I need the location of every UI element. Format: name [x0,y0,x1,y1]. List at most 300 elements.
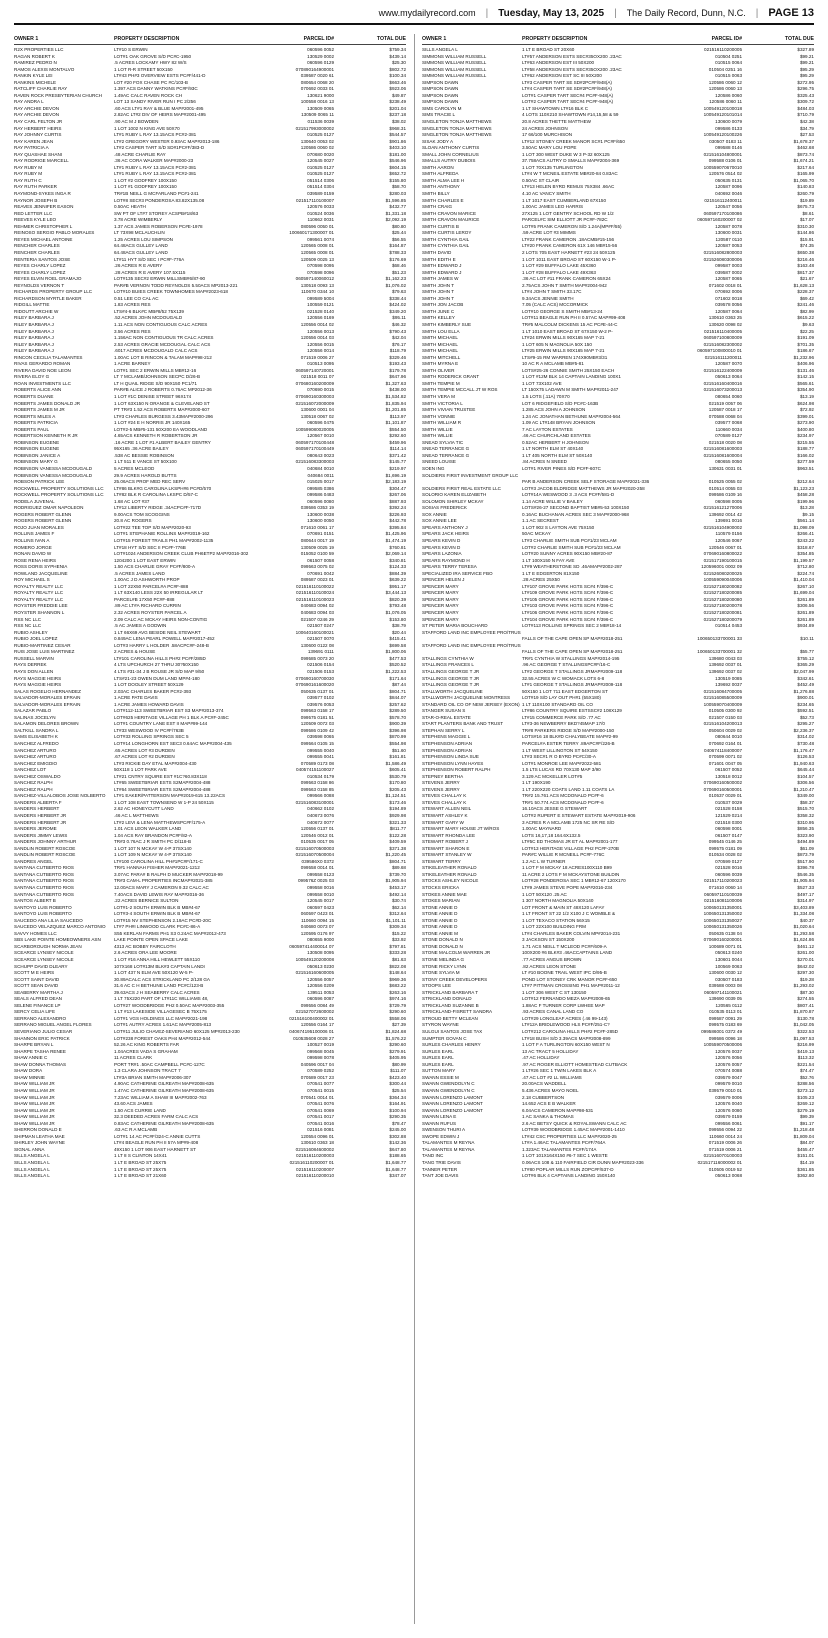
total-due: $238.49 [389,99,406,105]
table-row [422,1173,814,1180]
parcel-id: 070690161600020 [295,682,334,688]
property-description: TR#5 MALCOLM DICKENS 15 AC PC#E-44-C [522,321,618,327]
total-due: $199.96 [797,498,814,504]
total-due: $306.56 [797,603,814,609]
owner-name: RONAN DAVID W [14,551,52,557]
property-description: 1 LOT 70X135 TURLINGTON [522,164,583,170]
total-due: $929.98 [389,812,406,818]
property-description: 0.16AC BUCHANAN ACRES SEC 3 MAP#2000-968 [522,511,629,517]
property-description: LOTS#16 18 BLK#D CHALYBEATE MAP#2-99 [522,734,618,740]
total-due: $923.06 [389,86,406,92]
total-due: $171.64 [389,675,406,681]
total-due: $99.39 [799,1114,814,1120]
owner-name: RSS NC LLC [14,616,42,622]
owner-name: SPEARS ANTHONY J [422,524,468,530]
total-due: $1,905.94 [793,878,814,884]
masthead-separator: | [614,7,617,19]
property-description: 17 66/100 MURCHISON [522,132,573,138]
site-url[interactable]: www.mydailyrecord.com [378,8,476,18]
property-description: 1 LT#26 SEC 1 TWIN LAKES BLK A [522,1068,597,1074]
owner-name: SCARBOROUGH NORMA JEAN [14,943,82,949]
parcel-id: 060596 0475 [307,420,334,426]
owner-name: STONE SYLVIA M [422,970,460,976]
parcel-id: 021526080300006 [703,256,742,262]
property-description: LT#12 LIBERTY RIDGE .34ACPC#F-717D [114,505,202,511]
parcel-id: 050635 0138 04 [708,930,742,936]
property-description: 37.758ACS AUTRY D SMALLS MAP#2004-369 [522,158,620,164]
owner-name: SINGLETON TONJA MATTHEWS [422,119,492,125]
owner-name: ROSE RENA HEIRS [14,557,57,563]
parcel-id: 039589 0159 [307,191,334,197]
property-description: 9.00ACS TOM SCOGGINS [114,511,170,517]
total-due: $1,222.53 [385,668,406,674]
property-description: PARCEL#A ESTER TERRY .89APC#F/226-B [522,740,615,746]
property-description: .26 ACRES R E AVERY [114,263,163,269]
property-description: .6017 ACRES MCDOUGALD CALC ACS [114,348,198,354]
total-due: $21.67 [799,276,814,282]
total-due: $295.27 [797,721,814,727]
parcel-id: 060597110100039 [704,891,742,897]
owner-name: ROMERO JORGE [14,544,52,550]
total-due: $277.59 [797,459,814,465]
property-description: 1.2 AC L W TURNER [522,858,566,864]
owner-name: SANTOS ALBERT B [14,898,56,904]
total-due: $844.07 [389,695,406,701]
total-due: $19.28 [799,976,814,982]
owner-name: SMITH JAMES W [422,276,459,282]
owner-name: SHAW WILLIAM JR [14,1101,55,1107]
owner-name: SEABERRY MARTHA J [14,989,63,995]
total-due: $371.38 [389,845,406,851]
property-description: 30.89ACALC ACS STRICKLAND PC 2/128 GA [114,976,210,982]
parcel-id: 139692 0037 02 [708,668,742,674]
total-due: $1,097.53 [793,1035,814,1041]
parcel-id: 070541 0077 [307,1081,334,1087]
total-due: $884.39 [389,570,406,576]
parcel-id: 120556 0057 [307,976,334,982]
total-due: $263.16 [389,989,406,995]
total-due: $561.14 [797,518,814,524]
total-due: $423.40 [389,1074,406,1080]
total-due: $131.46 [797,367,814,373]
total-due: $484.03 [797,105,814,111]
property-description: 1.00AC LOT B RINCON & TALAM MAP#98-212 [114,354,212,360]
property-description: 1 307 NORTH MAGNOLIA 50X140 [522,898,594,904]
parcel-id: 070691 0042 [307,570,334,576]
parcel-id: 021516110100023 [296,596,334,602]
total-due: $219.97 [389,466,406,471]
property-description: 52.26 AC KING ROBERTS FAR [114,1042,180,1048]
total-due: $142.15 [797,374,814,380]
property-description: 4.65ACS KENNETH R ROBERTSON JR [114,433,198,439]
property-description: LOTS#25-26 CONNIE SMITH 25X150 EACH [522,367,615,373]
parcel-id: 050613 0064 [715,374,742,380]
owner-name: SMITH MICHAEL [422,335,458,341]
parcel-id: 120547 0056 [715,204,742,210]
property-description: 1 LT 8 S CLINTON 14X41 [114,1153,167,1159]
owner-name: RIVAS GERARDO ROMAN [14,361,71,367]
owner-name: SILLS ANGELA L [14,1153,50,1159]
parcel-id: 120509 0025 13 [300,256,334,262]
owner-name: STEWART ALLEN NEIL [422,806,472,812]
total-due: $215.55 [797,439,814,445]
property-description: 1 LOT #2 GODFREY 100X150 [114,177,177,183]
parcel-id: 100559070500006 [703,1042,742,1048]
property-description: 1 LOT 437 N ELM AVE 50X120 W-5 P- [114,970,194,976]
property-description: LOT 13 SANDY RIVER RUN I PC 2/256 [114,99,196,105]
property-description: 0.06ACS 108 & 110 FAIRFIELD CIR DUNN MAP#2023-336 [522,1159,644,1165]
property-description: 100X200 #6 BLK#3 .46ACCAPTAINS LAND [522,950,613,956]
parcel-id: 099587 0091 29 [708,1015,742,1021]
total-due: $1,176.47 [793,747,814,753]
property-description: LT#13 HELEN BYRD REMUS 75X384 .66AC [522,184,615,190]
property-description: 7.05 (CALC ACS) MCCORMICK [522,302,589,308]
parcel-id: 130610 0363 25 [708,315,742,321]
parcel-id: 051514 0304 [307,184,334,190]
total-due: $91.17 [799,1120,814,1126]
property-description: 29.9 ACRES HAROLD BUTTS [114,472,177,478]
owner-name: STALLINGS FRANCES L [422,662,474,668]
total-due: $461.12 [797,943,814,949]
property-description: 1.50 ACS CHARLIE GRAY PC#F/800-A [114,564,196,570]
parcel-id: 100689 0071 01 [708,943,742,949]
property-description: .46 AC L MATTHEWS [114,812,159,818]
total-due: $811.77 [389,826,406,832]
parcel-id: 099575 0181 09 [708,845,742,851]
property-description: .36 AC CORA WALKER MAP#2000-23 [114,158,194,164]
property-description: 1 LT 75X220 PART OF LT#11C WILLIAMS 48, [114,996,209,1002]
parcel-id: 010525 0127 [307,171,334,177]
parcel-id: 070691 0151 [307,531,334,537]
owner-name: SWANN RUFUS [422,1120,457,1126]
parcel-id: 071610 0061 17 [300,524,334,530]
owner-name: STEWART MARY HOUSE JT W/ROS [422,826,500,832]
owner-name: SOX ANNIE [422,511,447,517]
owner-name: STONE MELINDA G [422,957,465,963]
parcel-id: 130600 0030 12 [708,970,742,976]
owner-name: SANTOYO LUIS ROBERTO [14,904,72,910]
property-description: LOT#14 LONGHORN EST SEC3 0.64AC MAP#2004-435 [114,740,232,746]
owner-name: SMITH CRAVON MAURICE [422,217,480,223]
total-due: $900.39 [389,721,406,727]
total-due: $292.60 [389,433,406,439]
parcel-id: 120546 0012 01 [300,832,334,838]
total-due: $153.80 [389,616,406,622]
parcel-id: 015025 0017 [307,479,334,485]
owner-name: SURLES CHARLES HENRY [422,1042,481,1048]
total-due: $273.90 [797,420,814,426]
total-due: $900.01 [797,695,814,701]
property-description: 32.55 ACRES W C WOMACK LOTS 6-8 [522,675,605,681]
owner-name: STEVES CHALLAY K [422,793,467,799]
property-description: LT#62 ANDERSON EST SC III 50X200 [522,73,602,79]
total-due: $113.32 [797,1055,814,1061]
owner-name: SPENCER MARY [422,583,459,589]
owner-name: SCOTT M E HEIRS [14,970,55,976]
property-description: PARCEL#C SIM ELLIOTT JR PC#F-782C [522,217,608,223]
owner-name: STONE MALCOLM WARREN JR [422,950,491,956]
parcel-id: 120576 0057 [715,1061,742,1067]
parcel-id: 099586 0483 [307,492,334,498]
property-description: 0.52AC HERBERT H JOHNSON [522,439,589,445]
parcel-id: 130509 0065 [307,105,334,111]
total-due: $873.79 [797,852,814,858]
property-description: LT#15 COMMERCE PARK S/D .77 AC [522,714,601,720]
total-due: $354.85 [797,551,814,557]
total-due: $74.35 [799,243,814,249]
property-description: 1 LT SHAWTOWN LT#16 BLK C [522,105,589,111]
total-due: $114.14 [389,446,406,452]
property-description: 1.25 ACRES LOU SIMPSON [114,236,173,242]
property-description: 5 ACRES MCLEOD [114,466,155,471]
total-due: $1,800.06 [385,649,406,655]
masthead-separator: | [485,7,489,19]
owner-name: RILEY BARBARA J [14,348,54,354]
owner-name: STIKELEATHER RONALD [422,871,477,877]
property-description: LT#18 HYT S/D SEC II PC#F-776B [114,544,186,550]
property-description: 1 LT E BROAD ST 25X75 [114,1159,167,1165]
parcel-id: 099558 0010 [307,891,334,897]
total-due: $144.86 [797,230,814,236]
parcel-id: 120576 0040 [715,1101,742,1107]
parcel-id: 139692 0037 01 [708,662,742,668]
parcel-id: 021516160400016 [703,380,742,386]
parcel-id: 021516083300003 [295,459,334,465]
total-due: $517.90 [797,858,814,864]
total-due: $69.42 [799,295,814,301]
total-due: $790.43 [389,328,406,334]
total-due: $166.02 [797,452,814,458]
property-description: 3.50AC MARY LOU POPE [522,145,577,151]
property-description: 1 LOT 108 EAST TOWNSEND W 1-P 24 50X115 [114,799,214,805]
total-due: $84.07 [799,1140,814,1146]
property-description: LOT #20 FOX CHASE PC #C/103-B [114,79,188,85]
owner-name: STOCKS ASHLEY NICOLE [422,878,479,884]
parcel-id: 099575 0183 69 [708,1022,742,1028]
parcel-id: 039587 0002 [715,269,742,275]
property-description: 2.6 AC BETSY QUICK & ROYALSWANN CALC AC [522,1120,627,1126]
property-description: 1.323AC TALAMANTES PC#F/174A [522,1146,597,1152]
parcel-id: 039577 0102 [307,695,334,701]
property-description: 1 LOT 22X100 BUILDING FRM [522,924,586,930]
owner-name: R2X PROPERTIES LLC [14,47,64,52]
total-due: $237.18 [389,112,406,118]
parcel-id: 099587 0003 [715,263,742,269]
parcel-id: 070574 0088 [715,1068,742,1074]
property-description: 1 ACRE JAMES HOWARD DAVIS [114,701,184,707]
parcel-id: 039586 0353 19 [300,505,334,511]
parcel-id: 021527072600002 [295,1009,334,1015]
parcel-id: 070890164900001 [295,66,334,72]
total-due: $1,624.86 [793,937,814,943]
owner-name: SANCHEZ ALFREDO [14,740,59,746]
parcel-id: 100559070670010 [703,164,742,170]
total-due: $130.78 [797,1015,814,1021]
total-due: $122.28 [389,832,406,838]
parcel-id: 010535608 0028 27 [293,1035,334,1041]
total-due: $46.32 [391,321,406,327]
total-due: $1,327.63 [385,380,406,386]
property-description: 1 LOT #1C DENISE STREET 96X174 [114,393,192,399]
property-description: 4 LOTS 110X210 SHAWTOWN #14,15,58 & 59 [522,112,619,118]
property-description: 1 LT 1010 EAST BROAD ST 67X150 W-2 P- [522,328,613,334]
parcel-id: 130600 0122 08 [300,642,334,648]
property-description: LOT#112-113 SWEETBRIAR EST S3 MAP#2013-374 [114,708,224,714]
parcel-id: 061507 0052 [715,767,742,773]
total-due: $362.80 [797,1173,814,1179]
parcel-header: PARCEL ID# [711,36,742,42]
total-due: $58.37 [799,799,814,805]
parcel-id: 070690160700030 [295,675,334,681]
parcel-id: 010514 0453 [715,623,742,629]
property-description: LOT#1 14 AC PC#F/324-C ANNIE CUTTS [114,1133,201,1139]
owner-name: ST PETER MARIA BOUCHARD [422,623,488,629]
property-description: .67 ACRES LOT #2 DURDEN [114,754,175,760]
property-description: LOT#13 HERITAGE VILLAGE PH2 PC#F-270B [522,845,619,851]
parcel-id: 100569 0063 [715,963,742,969]
property-description: LT#1 RUBY L RAY 13.15ACS PC#2-381 [114,164,197,170]
owner-name: SELENE FINANCE LP [14,1002,61,1008]
property-description: LOT#33 ROLLING SPRINGS SEC 5 [114,734,189,740]
parcel-id: 100549120100226 [703,132,742,138]
owner-name: SAUCEDO VELAZQUEZ MARCO ANTONIO [14,924,106,930]
parcel-id: 110579 0156 [715,531,742,537]
property-description: LOT#10 GEORGE S SMITH MB#13-24 [522,308,603,314]
total-due: $309.72 [797,99,814,105]
property-description: LOT FRONT & MAIN ST 48X120 LAFAY [522,904,605,910]
parcel-id: 130600 0079 [715,119,742,125]
parcel-id: 071602 0018 01 [708,282,742,288]
owner-name: STALLINGS GEORGE T JR [422,675,480,681]
owner-name: RAGAN ROBERT K [14,53,55,59]
property-description: .47 AC HOLLIDAY [522,1055,560,1061]
owner-name: SMITH VICTORIA L [422,400,463,406]
total-due: $755.12 [797,655,814,661]
owner-name: RAMIREZ PEDRO N [14,60,57,66]
property-description: 1.83 ACRES RES [114,302,151,308]
parcel-id: 021516085500009 [703,695,742,701]
parcel-id: 039588 0003 08 [708,983,742,989]
property-description: LT#33 WESWOOD IV PC#F/763B [114,727,184,733]
parcel-id: 021507 0150 03 [708,714,742,720]
total-due: $105.23 [797,1094,814,1100]
owner-name: SBS LAKE POINTE HOMEOWNERS ASN [14,937,101,943]
parcel-id: 010515 0064 [715,60,742,66]
total-due: $19.89 [799,197,814,203]
property-description: 24 ACRES JOHNSON [522,125,568,131]
property-description: 0.50AC HEATH [114,204,146,210]
owner-name: SHAW DORA [14,1068,43,1074]
owner-name: SPEARS KEVIN D [422,544,461,550]
parcel-id: 011536 0039 [307,119,334,125]
total-due: $321.33 [389,819,406,825]
total-due: $15.91 [799,236,814,242]
total-due: $95.11 [392,315,406,321]
owner-name: ROYSTER SHANNON L [14,610,65,616]
property-description: 1 LT NORTH ELM ST 40X140 [522,446,584,452]
property-description: LOT#20 SUNNY ACRES 90X150 MB#20-87 [522,551,613,557]
parcel-id: 039598 0065 [307,734,334,740]
owner-name: ROBERTS MILES A [14,413,56,419]
total-due: $477.53 [389,655,406,661]
owner-name: SHARPE TASHA RENEE [14,1048,66,1054]
total-due: $279.19 [797,1107,814,1113]
total-due: $1,042.05 [793,1022,814,1028]
parcel-id: 080644 0017 19 [300,538,334,544]
owner-name: RENCHER CHARLES [14,243,60,249]
property-description: 1.3 CLARA JOHNSON TRACT 7 [114,1068,181,1074]
property-description: 10 AC R A MCLAMB MB#5-81 [522,361,584,367]
total-due: $392.24 [389,505,406,511]
property-description: LT 73X98 MCLAUCHLIN [114,230,165,236]
property-description: 16.10ACS JESSE G STEWART [522,806,588,812]
parcel-id: 021507 0247 [307,623,334,629]
owner-name: RANKIN KYLE LEI [14,73,53,79]
parcel-id: 100650131350002 [703,911,742,917]
parcel-id: 021516081600003 [703,446,742,452]
owner-name: RILEY BARBARA J [14,335,54,341]
property-description: 2.82AC LT#2 DIV OF HEIRS MAP#2001-495 [114,112,206,118]
property-description: LT#4 JOHN T SMITH 33.17C [522,289,582,295]
parcel-id: 060598 0005 [715,498,742,504]
owner-name: ROWLAND JACQUELINE [14,570,68,576]
parcel-id: 120586 0060 02 [300,145,334,151]
owner-name: STEWART STANLEY W [422,852,472,858]
parcel-id: 021516072000009 [295,400,334,406]
property-description: LOT#1 SEC 2 ERWIN MILLS MB#12-16 [114,367,197,373]
property-description: .5 ACRES JAMES LAND [114,570,165,576]
total-due: $820.39 [389,596,406,602]
parcel-id: 039578 0056 [715,302,742,308]
owner-name: SWANN GWENDOLYN C [422,1087,475,1093]
parcel-id: 120587 0053 [715,243,742,249]
total-due: $546.96 [389,158,406,164]
parcel-id: 021506 0153 [307,668,334,674]
total-due: $25.44 [391,230,406,236]
property-description: SW PT OF LT#7 STOREY ACSPB#18/63 [114,210,199,216]
property-description: LOT#22 TEE TOP S/D MAP#2020-93 [114,524,191,530]
property-description: LT#3 CHARLIE SMITH SUB PC#1/23 MCLAM [522,538,617,544]
owner-name: STOOPS LEE [422,983,452,989]
total-due: $261.89 [797,616,814,622]
parcel-id: 099598 0078 [307,1055,334,1061]
total-due: $155.80 [389,177,406,183]
owner-name: STEWART GARY W [422,819,464,825]
owner-name: STROUD BETTY MCLEAN [422,1015,478,1021]
total-due: $52.76 [799,1074,814,1080]
total-due: $453.17 [389,885,406,890]
total-due: $365.29 [797,662,814,668]
owner-name: STALLINGS GEORGE T JR [422,668,480,674]
parcel-id: 130620 0098 02 [708,321,742,327]
total-due: $8.61 [802,210,814,216]
property-description: 5.436 ACRES MAYO NOEL [522,1087,579,1093]
property-description: 2.75ACS JOHN T SMITH MAP#2004-942 [522,282,607,288]
total-due: $309.34 [389,924,406,930]
parcel-id: 070690160300003 [295,393,334,399]
property-description: 2.03AC CHARLES BAKER PC#2-393 [114,688,192,694]
parcel-id: 099558 0014 01 [300,865,334,871]
property-header: PROPERTY DESCRIPTION [114,36,180,42]
owner-name: STEPHENSON ADRIAN [422,740,473,746]
total-due: $270.01 [797,957,814,963]
owner-name: RUBIO ASHLEY [14,629,48,635]
parcel-id: 110660 0034 [715,426,742,432]
property-description: 1 LOT 1011 EAST BROAD ST 60X150 W-1 P- [522,256,617,262]
total-due: $739.70 [389,871,406,877]
owner-name: SMITH BILLY [422,191,450,197]
property-description: .22 ACRES BERNICE SULTON [114,898,179,904]
